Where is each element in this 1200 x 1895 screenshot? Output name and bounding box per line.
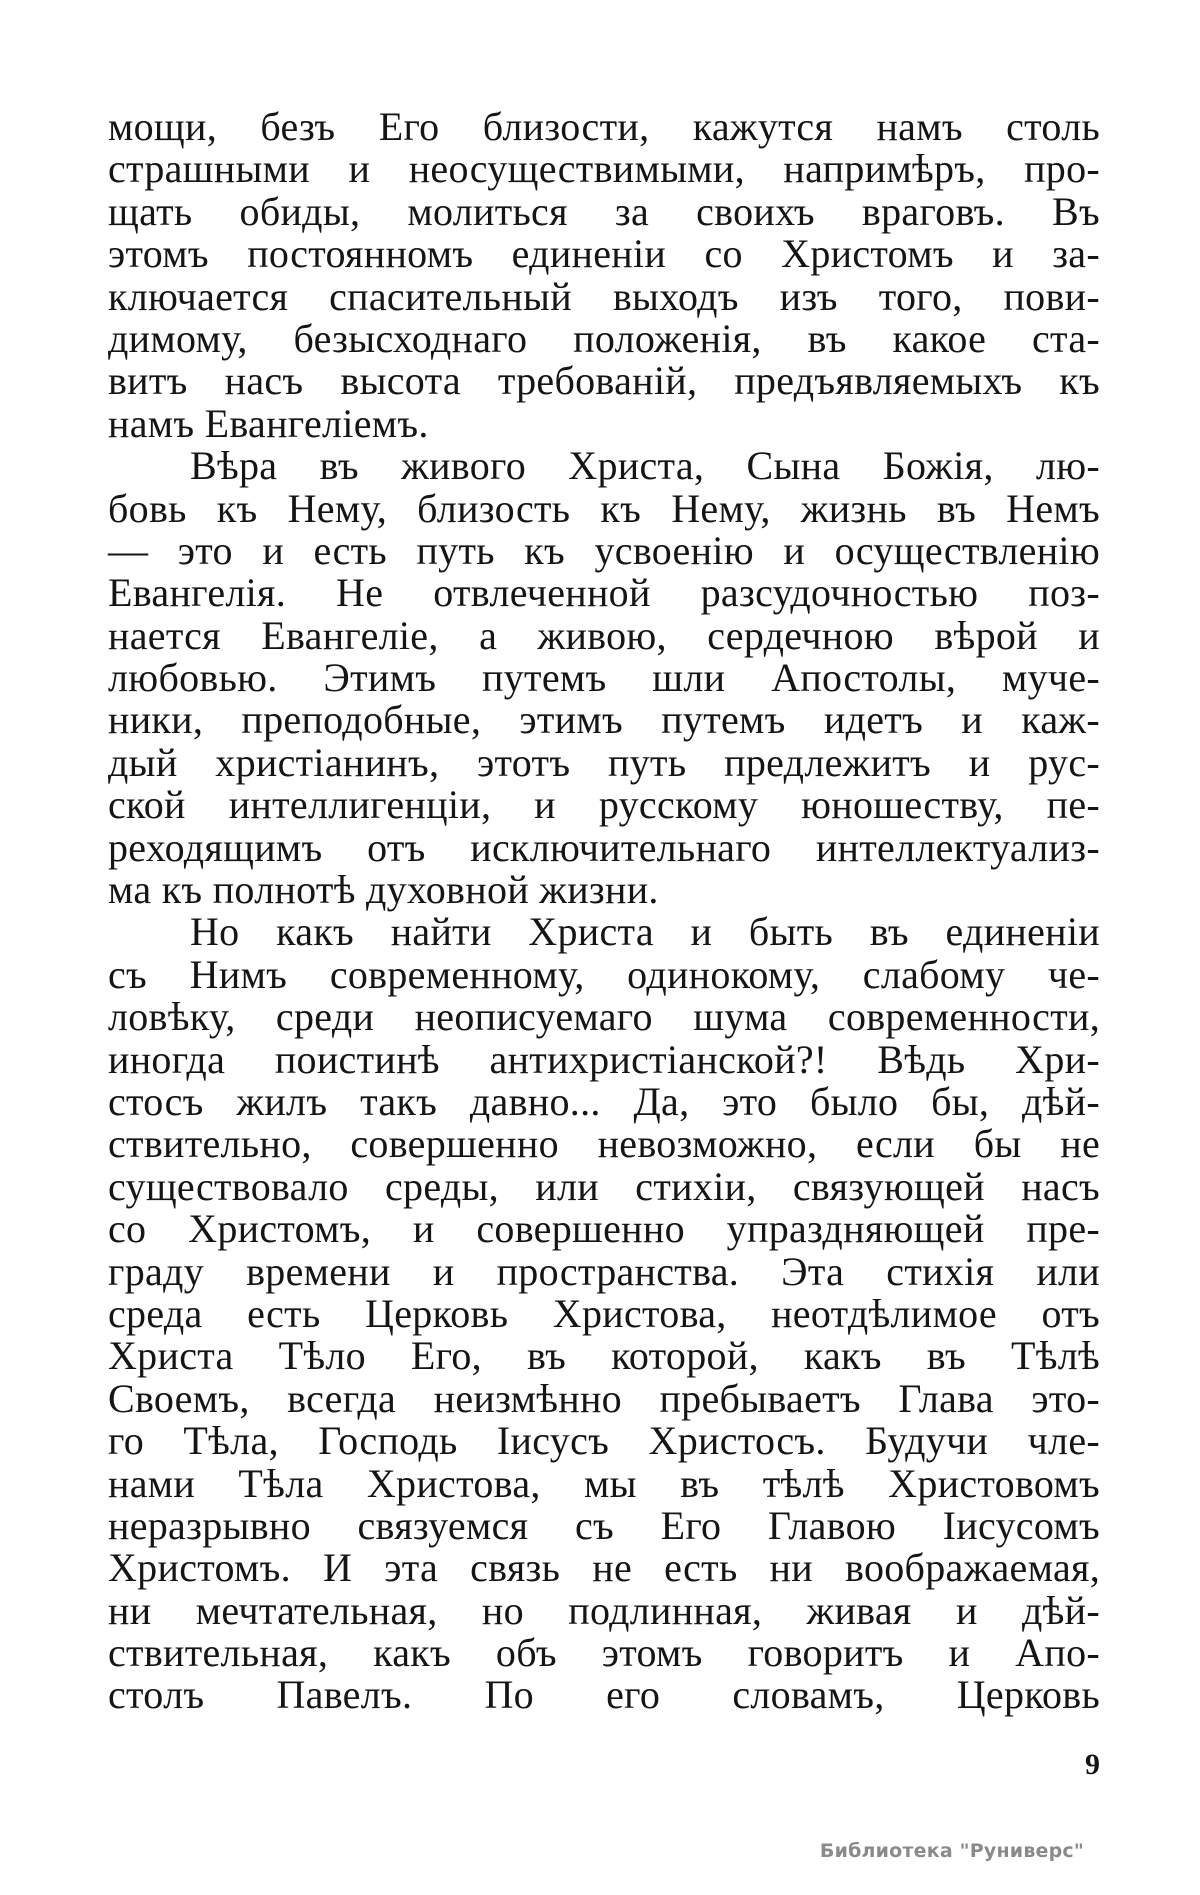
text-line: димому, безысходнаго положенія, въ какое ста- bbox=[108, 315, 1100, 361]
text-line: ствительно, совершенно невозможно, если бы не bbox=[108, 1121, 1100, 1167]
text-line: Но какъ найти Христа и быть въ единеніи bbox=[190, 909, 1100, 955]
text-line: граду времени и пространства. Эта стихія или bbox=[108, 1248, 1100, 1294]
text-line: существовало среды, или стихіи, связующей насъ bbox=[108, 1163, 1100, 1209]
text-line: этомъ постоянномъ единеніи со Христомъ и за- bbox=[108, 231, 1100, 277]
text-line: среда есть Церковь Христова, неотдѣлимое отъ bbox=[108, 1290, 1100, 1336]
text-line: Евангелія. Не отвлеченной разсудочностью поз- bbox=[108, 570, 1100, 616]
text-line: щать обиды, молиться за своихъ враговъ. Въ bbox=[108, 188, 1100, 234]
text-line: ни мечтательная, но подлинная, живая и дѣй- bbox=[108, 1587, 1100, 1633]
text-line: ловѣку, среди неописуемаго шума современности, bbox=[108, 994, 1100, 1040]
text-line: ской интеллигенціи, и русскому юношеству, пе- bbox=[108, 782, 1100, 828]
text-line: неразрывно связуемся съ Его Главою Іисусомъ bbox=[108, 1502, 1100, 1548]
text-line: ма къ полнотѣ духовной жизни. bbox=[108, 867, 659, 913]
paragraph bbox=[108, 445, 1100, 911]
text-line: ключается спасительный выходъ изъ того, пови- bbox=[108, 273, 1100, 319]
text-line: реходящимъ отъ исключительнаго интеллектуализ- bbox=[108, 824, 1100, 870]
text-line: Христомъ. И эта связь не есть ни воображаемая, bbox=[108, 1545, 1100, 1591]
paragraph bbox=[108, 911, 1100, 1716]
text-line: Вѣра въ живого Христа, Сына Божія, лю- bbox=[190, 443, 1100, 489]
text-line: Христа Тѣло Его, въ которой, какъ въ Тѣлѣ bbox=[108, 1333, 1100, 1379]
library-watermark: Библиотека "Руниверс" bbox=[819, 1840, 1084, 1862]
paragraph bbox=[108, 106, 1100, 445]
text-line: стосъ жилъ такъ давно... Да, это было бы, дѣй- bbox=[108, 1078, 1100, 1124]
text-line: ствительная, какъ объ этомъ говоритъ и Апо- bbox=[108, 1630, 1100, 1676]
text-line: бовь къ Нему, близость къ Нему, жизнь въ Немъ bbox=[108, 485, 1100, 531]
text-line: съ Нимъ современному, одинокому, слабому че- bbox=[108, 951, 1100, 997]
text-line: го Тѣла, Господь Іисусъ Христосъ. Будучи чле- bbox=[108, 1418, 1100, 1464]
text-line: любовью. Этимъ путемъ шли Апостолы, муче- bbox=[108, 655, 1100, 701]
text-line: нается Евангеліе, а живою, сердечною вѣрой и bbox=[108, 612, 1100, 658]
text-line: со Христомъ, и совершенно упраздняющей пре- bbox=[108, 1206, 1100, 1252]
text-line: Своемъ, всегда неизмѣнно пребываетъ Глава это- bbox=[108, 1375, 1100, 1421]
page-number: 9 bbox=[1085, 1748, 1100, 1781]
text-line: дый христіанинъ, этотъ путь предлежитъ и рус- bbox=[108, 739, 1100, 785]
text-line: иногда поистинѣ антихристіанской?! Вѣдь Хри- bbox=[108, 1036, 1100, 1082]
body-text bbox=[108, 106, 1100, 1717]
text-line: страшными и неосуществимыми, напримѣръ, про- bbox=[108, 146, 1100, 192]
text-line: столъ Павелъ. По его словамъ, Церковь bbox=[108, 1672, 1100, 1718]
text-line: намъ Евангеліемъ. bbox=[108, 400, 429, 446]
text-line: мощи, безъ Его близости, кажутся намъ столь bbox=[108, 104, 1100, 149]
text-line: — это и есть путь къ усвоенію и осуществленію bbox=[108, 527, 1100, 573]
text-line: ники, преподобные, этимъ путемъ идетъ и каж- bbox=[108, 697, 1100, 743]
text-line: нами Тѣла Христова, мы въ тѣлѣ Христовомъ bbox=[108, 1460, 1100, 1506]
text-line: витъ насъ высота требованій, предъявляемыхъ къ bbox=[108, 358, 1100, 404]
